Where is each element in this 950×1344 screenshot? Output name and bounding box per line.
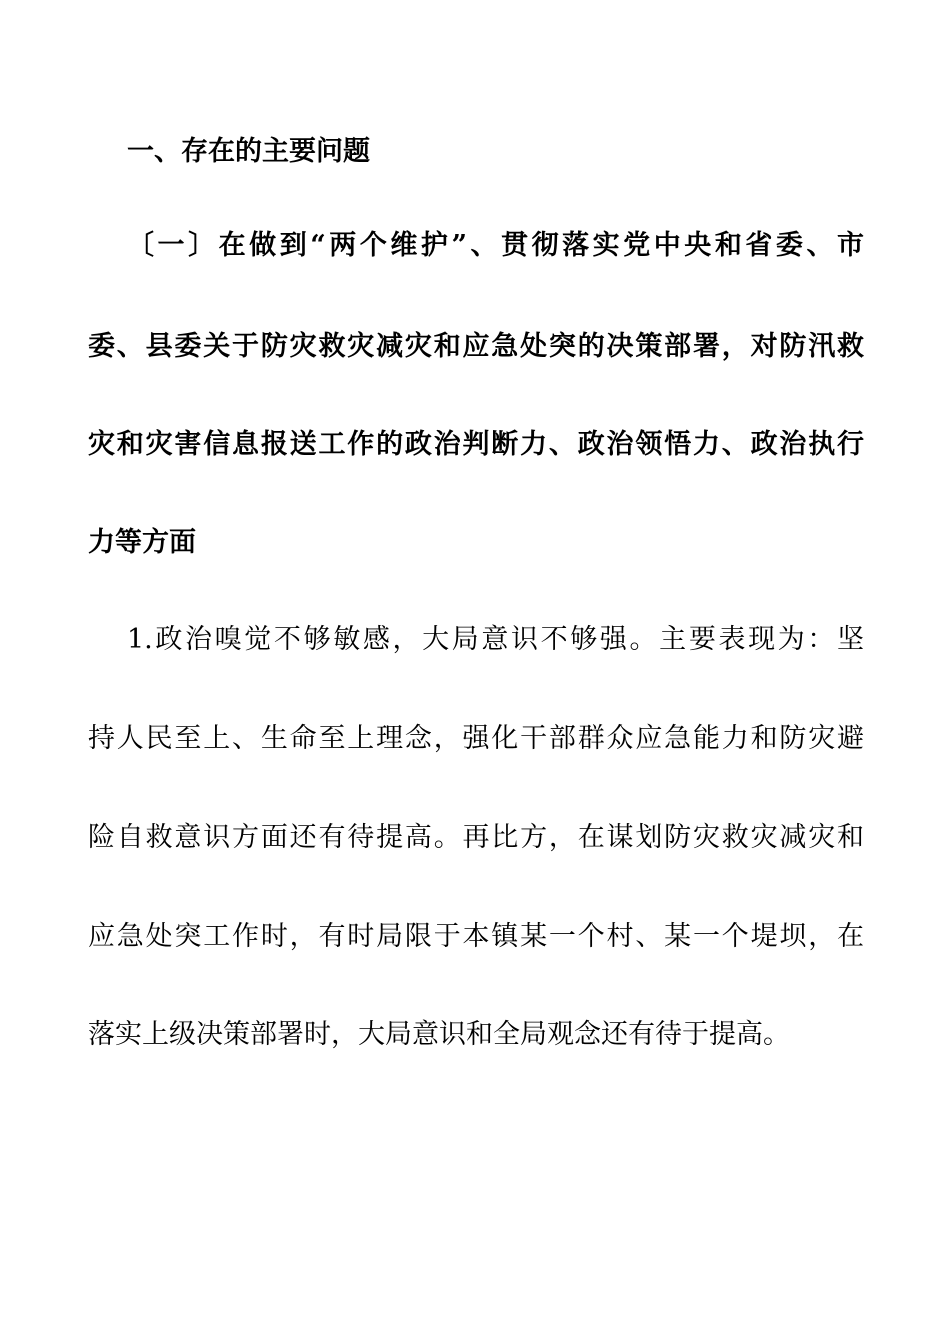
item-1-line-1: 1.政治嗅觉不够敏感，大局意识不够强。主要表现为：坚 [127, 624, 864, 655]
item-1-line-3: 险自救意识方面还有待提高。再比方，在谋划防灾救灾减灾和 [88, 822, 864, 853]
subsection-heading-line-3: 灾和灾害信息报送工作的政治判断力、政治领悟力、政治执行 [88, 429, 864, 460]
subsection-heading-line-2: 委、县委关于防灾救灾减灾和应急处突的决策部署，对防汛救 [88, 331, 864, 362]
subsection-heading-line-4: 力等方面 [88, 527, 196, 558]
subsection-heading-line-1: 〔一〕在做到“两个维护”、贯彻落实党中央和省委、市 [127, 230, 864, 261]
item-1-line-2: 持人民至上、生命至上理念，强化干部群众应急能力和防灾避 [88, 723, 864, 754]
item-1-line-5: 落实上级决策部署时，大局意识和全局观念还有待于提高。 [88, 1019, 790, 1050]
item-1-line-4: 应急处突工作时，有时局限于本镇某一个村、某一个堤坝，在 [88, 921, 864, 952]
section-heading: 一、存在的主要问题 [127, 136, 370, 167]
